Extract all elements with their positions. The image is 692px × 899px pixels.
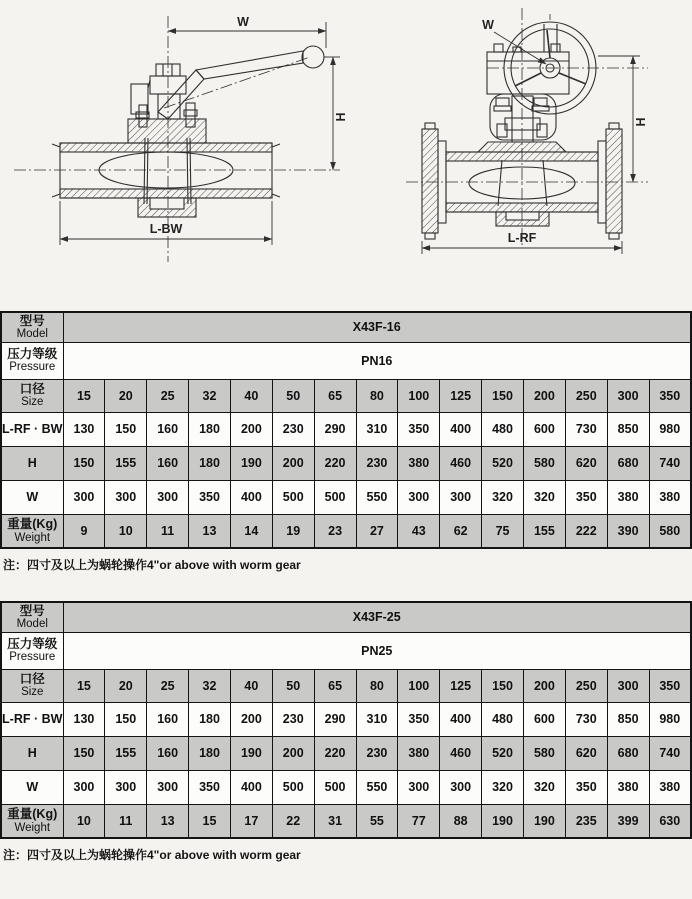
spec-value-cell: 500	[314, 480, 356, 514]
spec-value-cell: 600	[523, 412, 565, 446]
worm-gear-note-1: 注：四寸及以上为蜗轮操作4"or above with worm gear	[3, 558, 301, 572]
spec-value-cell: 300	[607, 379, 649, 412]
spec-value-cell: 75	[482, 514, 524, 548]
spec-value-cell: 222	[565, 514, 607, 548]
table-row	[1, 736, 691, 770]
valve-body	[52, 119, 280, 217]
row-label: 口径 Size	[1, 379, 63, 412]
table-row	[1, 379, 691, 412]
row-label: 压力等级 Pressure	[1, 342, 63, 379]
dim-l-right	[422, 231, 622, 254]
spec-value-cell: 155	[105, 736, 147, 770]
spec-value-cell: 15	[63, 669, 105, 702]
spec-value-cell: 480	[482, 702, 524, 736]
row-label: W	[1, 770, 63, 804]
spec-value-cell: 31	[314, 804, 356, 838]
spec-value-cell: 630	[649, 804, 691, 838]
spec-value-cell: 230	[272, 412, 314, 446]
spec-value-cell: 50	[272, 379, 314, 412]
spec-value-cell: 40	[230, 669, 272, 702]
spec-value-cell: 290	[314, 702, 356, 736]
spec-value-cell: 11	[105, 804, 147, 838]
spec-value-cell: 43	[398, 514, 440, 548]
spec-value-cell: 730	[565, 702, 607, 736]
spec-value-cell: 350	[649, 379, 691, 412]
technical-drawings	[0, 0, 692, 302]
table-row	[1, 702, 691, 736]
spec-value-cell: 350	[189, 770, 231, 804]
spec-value-cell: 125	[440, 669, 482, 702]
spec-value-cell: 220	[314, 736, 356, 770]
spec-value-cell: 850	[607, 702, 649, 736]
spec-value-cell: 190	[482, 804, 524, 838]
spec-value-cell: 550	[356, 480, 398, 514]
spec-value-cell: 400	[230, 480, 272, 514]
row-label: 重量(Kg) Weight	[1, 804, 63, 838]
spec-value-cell: 190	[230, 736, 272, 770]
spec-value-cell: 13	[147, 804, 189, 838]
spec-value-cell: 125	[440, 379, 482, 412]
table-row	[1, 804, 691, 838]
spec-value-cell: 300	[63, 770, 105, 804]
spec-value-cell: 680	[607, 736, 649, 770]
spec-value-cell: 200	[272, 736, 314, 770]
flange-left	[422, 129, 438, 233]
spec-value-cell: 300	[147, 480, 189, 514]
spec-value-cell: 300	[398, 480, 440, 514]
spec-value-cell: 350	[189, 480, 231, 514]
row-label: 压力等级 Pressure	[1, 632, 63, 669]
spec-value-cell: 350	[565, 770, 607, 804]
spec-value-cell: 160	[147, 736, 189, 770]
spec-value-cell: 300	[440, 480, 482, 514]
table-row	[1, 770, 691, 804]
stem-collar	[505, 118, 540, 130]
table-row	[1, 412, 691, 446]
spec-value-cell: 20	[105, 379, 147, 412]
spec-value-cell: 14	[230, 514, 272, 548]
table-row	[1, 669, 691, 702]
row-label: 重量(Kg) Weight	[1, 514, 63, 548]
lever-knob	[302, 46, 324, 68]
spec-value-cell: 400	[230, 770, 272, 804]
dim-h-left	[324, 57, 348, 170]
table-row	[1, 632, 691, 669]
spec-value-cell: 600	[523, 702, 565, 736]
spec-value-cell: 580	[649, 514, 691, 548]
spec-value-cell: 550	[356, 770, 398, 804]
table-row	[1, 446, 691, 480]
spec-value-cell: 65	[314, 669, 356, 702]
spec-value-cell: 32	[189, 379, 231, 412]
spec-value-cell: 200	[230, 412, 272, 446]
spec-value-cell: 320	[523, 770, 565, 804]
dim-label-l-left: L-BW	[149, 222, 183, 236]
spec-value-cell: 80	[356, 379, 398, 412]
spec-table-x43f-25	[0, 601, 692, 839]
gear-valve-drawing	[406, 8, 648, 254]
spec-value-cell: 180	[189, 702, 231, 736]
spec-value-cell: 10	[63, 804, 105, 838]
spec-value-cell: 150	[63, 446, 105, 480]
spec-value-cell: 580	[523, 736, 565, 770]
row-label: H	[1, 446, 63, 480]
spec-value-cell: 380	[607, 770, 649, 804]
spec-value-cell: 500	[272, 770, 314, 804]
table-row	[1, 312, 691, 342]
spec-value-cell: 850	[607, 412, 649, 446]
spec-value-cell: 500	[314, 770, 356, 804]
spec-value-cell: 19	[272, 514, 314, 548]
spec-value-cell: 10	[105, 514, 147, 548]
table-row	[1, 602, 691, 632]
spec-value-cell: 290	[314, 412, 356, 446]
spec-value-cell: 32	[189, 669, 231, 702]
lever-handle	[158, 46, 324, 119]
row-label: H	[1, 736, 63, 770]
dim-w-right	[482, 18, 546, 64]
spec-value-cell: 740	[649, 446, 691, 480]
pressure-value: PN25	[63, 632, 691, 669]
spec-value-cell: 740	[649, 736, 691, 770]
lever-valve-drawing	[14, 15, 348, 262]
spec-value-cell: 980	[649, 702, 691, 736]
spec-value-cell: 230	[356, 736, 398, 770]
spec-value-cell: 620	[565, 446, 607, 480]
spec-value-cell: 300	[440, 770, 482, 804]
spec-value-cell: 300	[105, 480, 147, 514]
spec-value-cell: 220	[314, 446, 356, 480]
spec-value-cell: 15	[189, 804, 231, 838]
spec-value-cell: 520	[482, 446, 524, 480]
spec-value-cell: 300	[63, 480, 105, 514]
worm-gear-note-2: 注：四寸及以上为蜗轮操作4"or above with worm gear	[3, 848, 301, 862]
spec-value-cell: 50	[272, 669, 314, 702]
spec-value-cell: 400	[440, 412, 482, 446]
bonnet-pad	[128, 119, 206, 143]
spec-value-cell: 160	[147, 412, 189, 446]
spec-value-cell: 11	[147, 514, 189, 548]
spec-value-cell: 310	[356, 702, 398, 736]
spec-value-cell: 350	[398, 702, 440, 736]
spec-value-cell: 150	[105, 412, 147, 446]
spec-table-x43f-16	[0, 311, 692, 549]
stem-assembly	[131, 64, 197, 127]
spec-value-cell: 250	[565, 669, 607, 702]
spec-value-cell: 150	[63, 736, 105, 770]
spec-value-cell: 40	[230, 379, 272, 412]
spec-value-cell: 65	[314, 379, 356, 412]
spec-value-cell: 200	[523, 379, 565, 412]
dim-label-w-right: W	[482, 18, 494, 32]
spec-value-cell: 150	[105, 702, 147, 736]
spec-value-cell: 230	[356, 446, 398, 480]
spec-value-cell: 55	[356, 804, 398, 838]
flange-right	[606, 129, 622, 233]
spec-value-cell: 730	[565, 412, 607, 446]
spec-value-cell: 22	[272, 804, 314, 838]
spec-value-cell: 399	[607, 804, 649, 838]
spec-value-cell: 150	[482, 379, 524, 412]
valve-drawings-canvas	[0, 0, 692, 302]
spec-value-cell: 350	[649, 669, 691, 702]
dim-label-w-left: W	[237, 15, 249, 29]
spec-value-cell: 180	[189, 736, 231, 770]
yoke-assembly	[490, 94, 556, 142]
spec-value-cell: 300	[398, 770, 440, 804]
row-label: L-RF · BW	[1, 412, 63, 446]
spec-value-cell: 350	[398, 412, 440, 446]
stem	[512, 96, 533, 142]
spec-value-cell: 200	[230, 702, 272, 736]
model-value: X43F-16	[63, 312, 691, 342]
spec-value-cell: 980	[649, 412, 691, 446]
spec-value-cell: 390	[607, 514, 649, 548]
row-label: 型号 Model	[1, 602, 63, 632]
spec-value-cell: 380	[398, 446, 440, 480]
spec-value-cell: 155	[105, 446, 147, 480]
spec-value-cell: 235	[565, 804, 607, 838]
spec-value-cell: 500	[272, 480, 314, 514]
spec-value-cell: 25	[147, 379, 189, 412]
spec-value-cell: 380	[649, 770, 691, 804]
spec-value-cell: 460	[440, 736, 482, 770]
spec-value-cell: 150	[482, 669, 524, 702]
spec-value-cell: 160	[147, 702, 189, 736]
row-label: 口径 Size	[1, 669, 63, 702]
yoke	[490, 94, 556, 140]
row-label: L-RF · BW	[1, 702, 63, 736]
spec-value-cell: 350	[565, 480, 607, 514]
spec-value-cell: 680	[607, 446, 649, 480]
spec-value-cell: 620	[565, 736, 607, 770]
spec-value-cell: 380	[398, 736, 440, 770]
spec-value-cell: 20	[105, 669, 147, 702]
spec-value-cell: 250	[565, 379, 607, 412]
model-value: X43F-25	[63, 602, 691, 632]
row-label: 型号 Model	[1, 312, 63, 342]
spec-value-cell: 77	[398, 804, 440, 838]
spec-value-cell: 300	[607, 669, 649, 702]
spec-value-cell: 190	[523, 804, 565, 838]
spec-value-cell: 130	[63, 412, 105, 446]
spec-value-cell: 230	[272, 702, 314, 736]
spec-value-cell: 300	[105, 770, 147, 804]
spec-value-cell: 180	[189, 446, 231, 480]
dim-w-left	[168, 15, 326, 48]
spec-value-cell: 320	[482, 770, 524, 804]
spec-value-cell: 25	[147, 669, 189, 702]
spec-value-cell: 320	[482, 480, 524, 514]
spec-value-cell: 100	[398, 379, 440, 412]
spec-value-cell: 62	[440, 514, 482, 548]
spec-value-cell: 180	[189, 412, 231, 446]
spec-value-cell: 320	[523, 480, 565, 514]
spec-value-cell: 300	[147, 770, 189, 804]
spec-value-cell: 200	[272, 446, 314, 480]
table-row	[1, 342, 691, 379]
dim-label-l-right: L-RF	[507, 231, 537, 245]
spec-value-cell: 13	[189, 514, 231, 548]
spec-value-cell: 200	[523, 669, 565, 702]
spec-value-cell: 400	[440, 702, 482, 736]
spec-value-cell: 130	[63, 702, 105, 736]
dim-label-h-right: H	[634, 117, 648, 127]
row-label: W	[1, 480, 63, 514]
pressure-value: PN16	[63, 342, 691, 379]
spec-value-cell: 17	[230, 804, 272, 838]
spec-value-cell: 100	[398, 669, 440, 702]
spec-value-cell: 160	[147, 446, 189, 480]
table-row	[1, 514, 691, 548]
spec-value-cell: 80	[356, 669, 398, 702]
spec-value-cell: 380	[607, 480, 649, 514]
spec-value-cell: 580	[523, 446, 565, 480]
spec-value-cell: 15	[63, 379, 105, 412]
dim-label-h-left: H	[334, 112, 348, 122]
spec-value-cell: 190	[230, 446, 272, 480]
spec-value-cell: 460	[440, 446, 482, 480]
spec-value-cell: 9	[63, 514, 105, 548]
spec-value-cell: 380	[649, 480, 691, 514]
spec-value-cell: 480	[482, 412, 524, 446]
spec-value-cell: 88	[440, 804, 482, 838]
spec-value-cell: 23	[314, 514, 356, 548]
spec-value-cell: 310	[356, 412, 398, 446]
spec-value-cell: 27	[356, 514, 398, 548]
spec-value-cell: 155	[523, 514, 565, 548]
table-row	[1, 480, 691, 514]
spec-value-cell: 520	[482, 736, 524, 770]
